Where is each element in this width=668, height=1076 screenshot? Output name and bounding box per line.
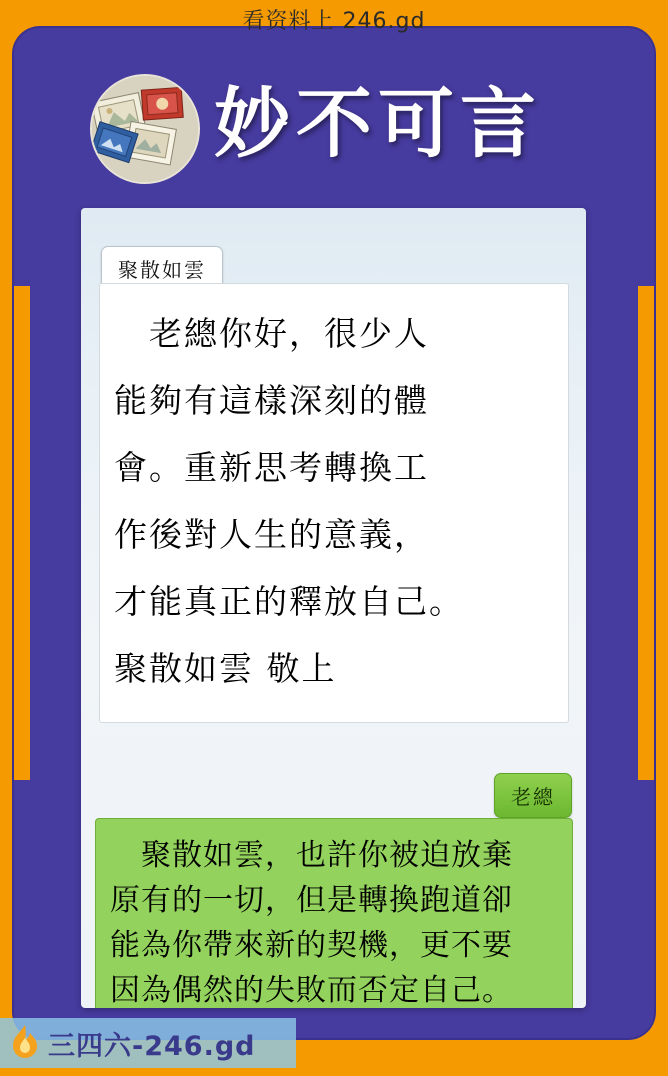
message-line: 老總你好，很少人 xyxy=(114,314,429,353)
message-line: 因為偶然的失敗而否定自己。 xyxy=(110,973,513,1008)
avatar xyxy=(90,74,200,184)
flame-logo-icon xyxy=(4,1022,46,1064)
main-card xyxy=(14,28,654,1038)
conversation-panel xyxy=(81,208,586,1008)
bottom-watermark-bar xyxy=(0,1018,296,1068)
message-bubble-left xyxy=(99,283,569,723)
bottom-watermark-text: 三四六-246.gd xyxy=(48,1030,256,1062)
message-line: 原有的一切，但是轉換跑道卻 xyxy=(110,883,513,918)
message-line: 聚散如雲 敬上 xyxy=(114,649,337,688)
stamp-collection-avatar xyxy=(92,76,198,182)
message-line: 能為你帶來新的契機，更不要 xyxy=(110,928,513,963)
message-line: 能夠有這樣深刻的體 xyxy=(114,381,429,420)
sender-name-right: 老總 xyxy=(494,773,572,818)
top-watermark: 看资料上 246.gd xyxy=(242,9,426,34)
page-header xyxy=(14,28,654,180)
message-line: 聚散如雲，也許你被迫放棄 xyxy=(110,838,513,873)
message-line: 作後對人生的意義， xyxy=(114,515,429,554)
message-line: 才能真正的釋放自己。 xyxy=(114,582,464,621)
right-orange-strip xyxy=(638,286,654,780)
message-line: 會。重新思考轉換工 xyxy=(114,448,429,487)
sender-name-left: 聚散如雲 xyxy=(101,246,223,291)
page-title: 妙不可言 xyxy=(214,79,542,168)
message-bubble-right xyxy=(95,818,573,1008)
left-orange-strip xyxy=(14,286,30,780)
